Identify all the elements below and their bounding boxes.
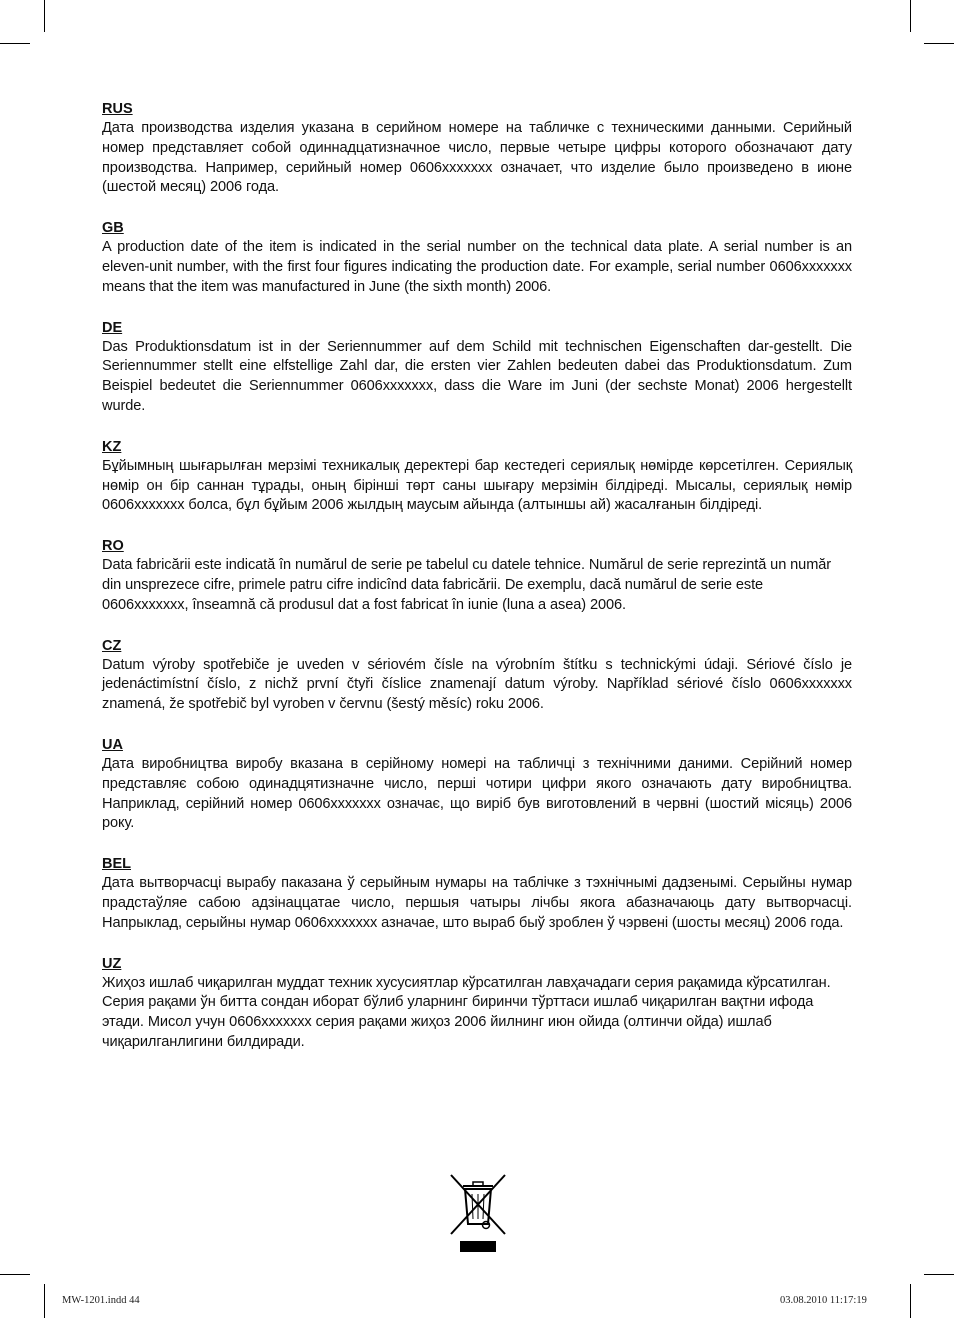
section-text: A production date of the item is indicated in the serial number on the technical data plate. A serial number is an eleven-unit number, with the first four figures indicating the production date. For example, serial number 0606xxxxxxx means that the item was manufactured in June (the sixth month) 2006.	[102, 239, 852, 295]
section-ro	[102, 536, 852, 615]
section-kz	[102, 437, 852, 516]
section-uz	[102, 954, 852, 1053]
crop-mark	[910, 1284, 911, 1318]
section-text: Das Produktionsdatum ist in der Seriennummer auf dem Schild mit technischen Eigenschaften dar-gestellt. Die Seriennummer stellt eine elfstellige Zahl dar, die ersten vier Zahlen bedeuten dabei das Produktionsdatum. Zum Beispiel bedeutet die Seriennummer 0606xxxxxxx, dass die Ware im Juni (der sechste Monat) 2006 hergestellt wurde.	[102, 338, 852, 414]
section-rus	[102, 99, 852, 198]
language-code: UA	[102, 736, 123, 753]
crop-mark	[0, 43, 30, 44]
language-code: UZ	[102, 955, 122, 972]
crop-mark	[910, 0, 911, 32]
language-code: BEL	[102, 856, 131, 873]
section-text: Datum výroby spotřebiče je uveden v sériovém čísle na výrobním štítku s technickými údaji. Sériové číslo je jedenáctimístní číslo, z nichž první čtyři číslice znamenají datum výroby. Například sériové číslo 0606xxxxxxx znamená, že spotřebič byl vyroben v červnu (šestý měsíc) roku 2006.	[102, 656, 852, 713]
crop-mark	[44, 1284, 45, 1318]
section-text: Дата производства изделия указана в серийном номере на табличке с техническими данными. Серийный номер представляет собой одиннадцатизначное число, первые четыре цифры которого обозначают дату производства. Например, серийный номер 0606xxxxxxx означает, что изделие было произведено в июне (шестой месяц) 2006 года.	[102, 120, 852, 196]
crossed-out-wheelie-bin-icon	[449, 1172, 509, 1254]
crop-mark	[924, 43, 954, 44]
document-body	[102, 99, 852, 1073]
section-gb	[102, 218, 852, 297]
footer-timestamp: 03.08.2010 11:17:19	[780, 1295, 867, 1306]
section-text: Дата виробництва виробу вказана в серійному номері на табличці з технічними даними. Серійний номер представляє собою одинадцятизначне число, перші чотири цифри якого означають дату виробництва. Наприклад, серійний номер 0606xxxxxxx означає, що виріб був виготовлений в червні (шостий місяць) 2006 року.	[102, 755, 852, 832]
section-text: Data fabricării este indicată în numărul de serie pe tabelul cu datele tehnice. Numărul de serie reprezintă un număr din unsprezece cifre, primele patru cifre indicînd data fabricării. De exemplu, dacă numărul de serie este 0606xxxxxxx, înseamnă că produsul dat a fost fabricat în iunie (luna a asea) 2006.	[102, 557, 832, 613]
language-code: RUS	[102, 101, 133, 117]
crop-mark	[0, 1274, 30, 1275]
crop-mark	[924, 1274, 954, 1275]
section-de	[102, 318, 852, 417]
section-bel	[102, 854, 852, 933]
footer-file-info: MW-1201.indd 44	[62, 1295, 140, 1306]
language-code: DE	[102, 319, 123, 336]
crop-mark	[44, 0, 45, 32]
language-code: RO	[102, 538, 124, 555]
section-text: Бұйымның шығарылған мерзімі техникалық деректері бар кестедегі сериялық нөмірде көрсетілген. Сериялық нөмір он бір саннан тұрады, оның бірінші төрт саны шығару мерзімін білдіреді. Мысалы, сериялық нөмір 0606xxxxxxx болса, бұл бұйым 2006 жылдың маусым айында (алтыншы ай) жасалғанын білдіреді.	[102, 457, 852, 514]
language-code: CZ	[102, 637, 122, 654]
section-cz	[102, 636, 852, 715]
section-text: Жиҳоз ишлаб чиқарилган муддат техник хусусиятлар кўрсатилган лавҳачадаги серия рақамида кўрсатилган. Серия рақами ўн битта сондан иборат бўлиб уларнинг биринчи тўрттаси ишлаб чиқарилган вақтни ифода этади. Мисол учун 0606xxxxxxx серия рақами жиҳоз 2006 йилнинг июн ойида (олтинчи ойда) ишлаб чиқарилганлигини билдиради.	[102, 974, 831, 1050]
language-code: KZ	[102, 438, 122, 455]
section-text: Дата вытворчасці вырабу паказана ў серыйным нумары на таблічке з тэхнічнымі дадзенымі. Серыйны нумар прадстаўляе сабою адзінаццатае число, першыя чатыры лічбы якога абазначаюць дату вытворчасці. Напрыклад, серыйны нумар 0606xxxxxxx азначае, што выраб быў зроблен ў чэрвені (шосты месяц) 2006 года.	[102, 875, 852, 931]
section-ua	[102, 735, 852, 834]
language-code: GB	[102, 220, 124, 237]
